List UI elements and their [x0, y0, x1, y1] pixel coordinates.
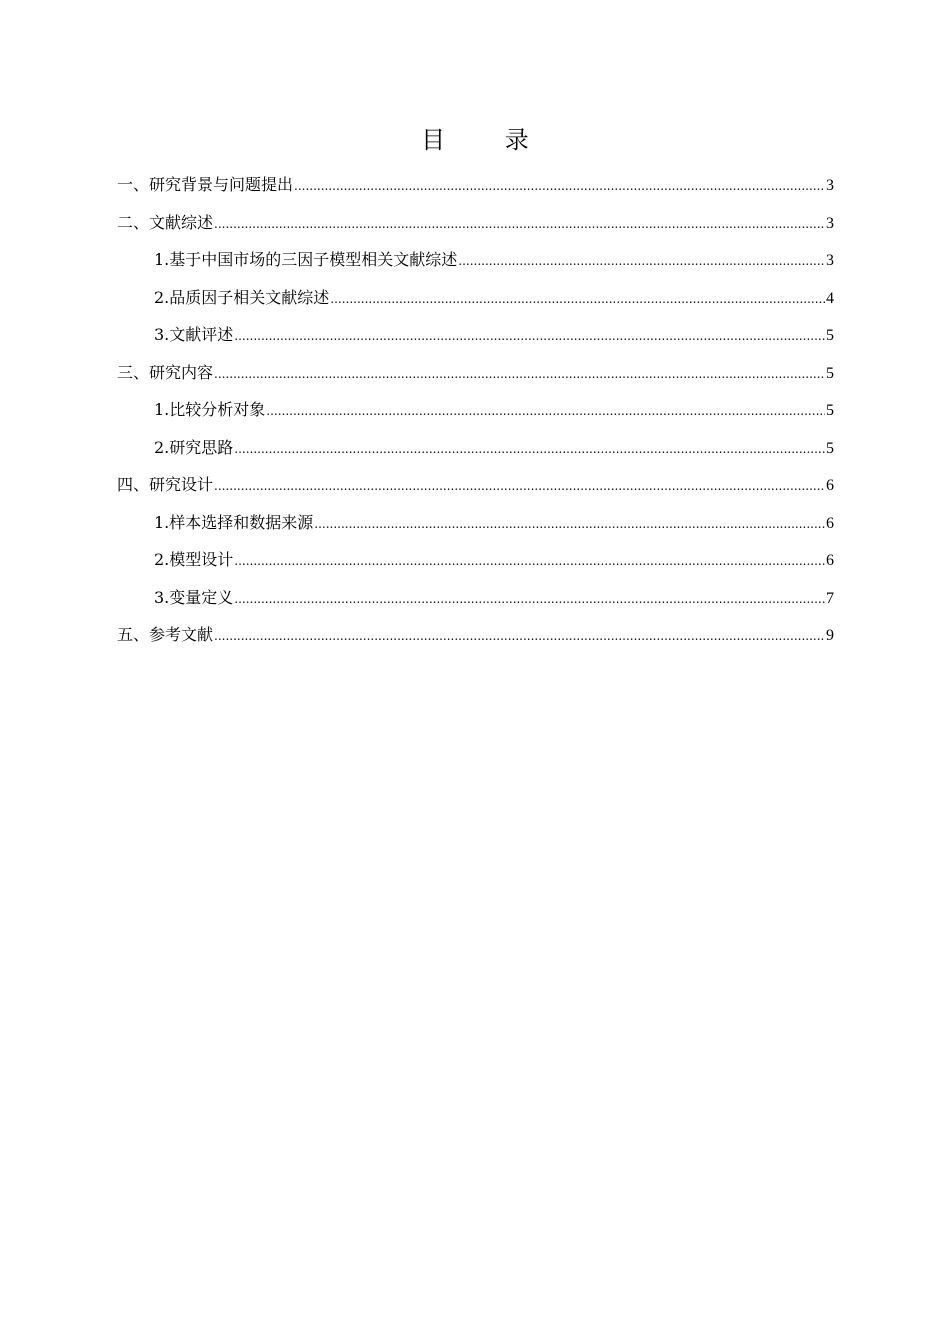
toc-dot-leader: [214, 206, 825, 244]
toc-entry-text: 一、研究背景与问题提出: [117, 175, 294, 194]
toc-entry[interactable]: [117, 166, 834, 204]
toc-entry-text: 2.研究思路: [154, 437, 234, 457]
toc-entry[interactable]: [117, 579, 834, 617]
toc-dot-leader: [214, 356, 825, 394]
toc-page-number: 5: [826, 439, 834, 457]
toc-entry[interactable]: [117, 354, 834, 392]
toc-dot-leader: [234, 581, 825, 619]
toc-dot-leader: [266, 393, 825, 431]
toc-page-number: 6: [826, 477, 834, 494]
toc-entry[interactable]: [117, 316, 834, 354]
toc-dot-leader: [330, 281, 825, 319]
toc-entry-text: 五、参考文献: [117, 625, 214, 644]
toc-page-number: 4: [826, 289, 834, 307]
toc-entry[interactable]: [117, 204, 834, 242]
toc-entry[interactable]: [117, 466, 834, 504]
toc-entry-text: 四、研究设计: [117, 475, 214, 494]
toc-entry-text: 三、研究内容: [117, 362, 214, 382]
toc-dot-leader: [234, 543, 825, 581]
toc-entry-text: 2.品质因子相关文献综述: [154, 287, 330, 307]
table-of-contents: [117, 166, 834, 654]
toc-entry-text: 1.基于中国市场的三因子模型相关文献综述: [154, 250, 458, 269]
toc-page-number: 5: [826, 402, 834, 419]
toc-dot-leader: [234, 431, 825, 469]
toc-page-number: 3: [826, 214, 834, 232]
toc-entry[interactable]: [117, 241, 834, 279]
toc-dot-leader: [234, 318, 825, 356]
toc-page-number: 6: [826, 514, 834, 532]
toc-entry-text: 3.变量定义: [154, 587, 234, 607]
toc-dot-leader: [214, 468, 825, 506]
toc-entry[interactable]: [117, 541, 834, 579]
toc-entry[interactable]: [117, 616, 834, 654]
toc-dot-leader: [214, 618, 825, 656]
toc-page-number: 5: [826, 364, 834, 382]
toc-entry-text: 1.比较分析对象: [154, 400, 266, 419]
toc-dot-leader: [458, 243, 825, 281]
toc-entry-text: 2.模型设计: [154, 550, 234, 569]
toc-page-number: 6: [826, 552, 834, 569]
toc-page-number: 3: [826, 177, 834, 194]
toc-dot-leader: [294, 168, 825, 206]
toc-entry[interactable]: [117, 429, 834, 467]
toc-dot-leader: [314, 506, 825, 544]
page-title: 目 录: [421, 126, 555, 154]
toc-page-number: 5: [826, 327, 834, 344]
toc-entry-text: 1.样本选择和数据来源: [154, 512, 314, 532]
toc-entry-text: 3.文献评述: [154, 325, 234, 344]
toc-page-number: 9: [826, 627, 834, 644]
toc-entry[interactable]: [117, 391, 834, 429]
toc-page-number: 7: [826, 589, 834, 607]
toc-entry-text: 二、文献综述: [117, 212, 214, 232]
toc-entry[interactable]: [117, 279, 834, 317]
toc-entry[interactable]: [117, 504, 834, 542]
toc-page-number: 3: [826, 252, 834, 269]
